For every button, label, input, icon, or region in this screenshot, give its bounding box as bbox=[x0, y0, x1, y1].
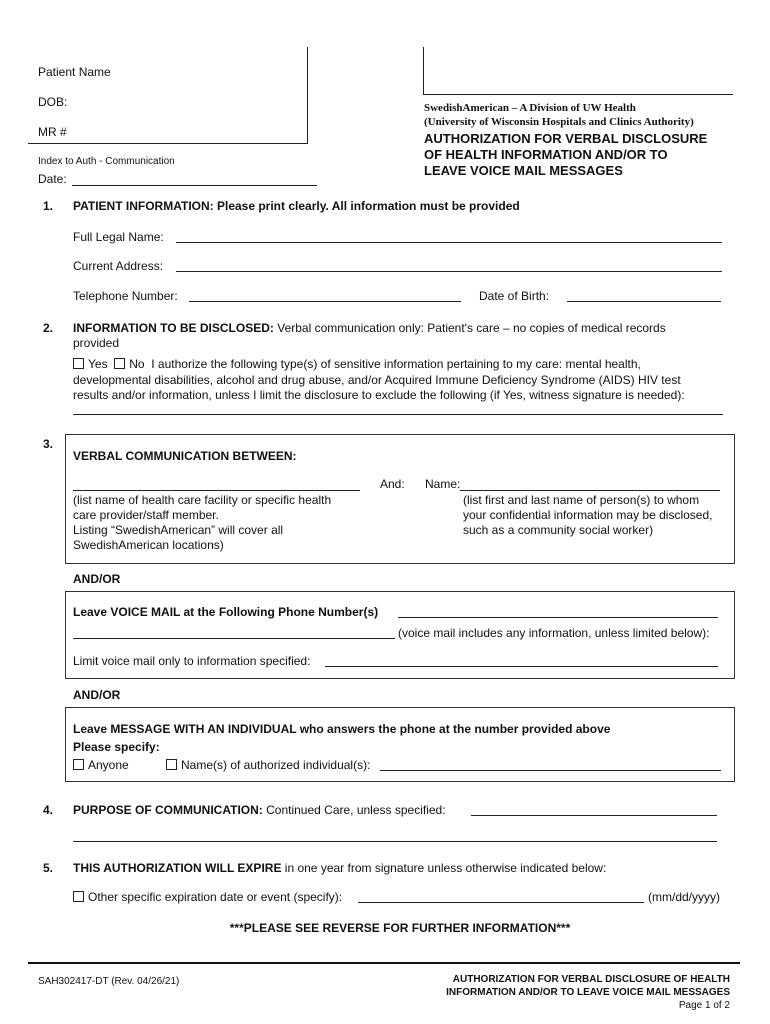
and-label: And: bbox=[380, 477, 405, 491]
sensitive-text-line-3: results and/or information, unless I limit the disclosure to exclude the following (if Yes, witness signature is needed): bbox=[73, 388, 685, 402]
logo-box-bottom-border bbox=[423, 94, 733, 95]
reverse-notice: ***PLEASE SEE REVERSE FOR FURTHER INFORMATION*** bbox=[229, 921, 571, 935]
purpose-field[interactable] bbox=[471, 815, 717, 816]
recipient-hint-1: (list first and last name of person(s) to whom bbox=[463, 493, 700, 507]
no-checkbox[interactable] bbox=[114, 358, 125, 369]
form-title-line-3: LEAVE VOICE MAIL MESSAGES bbox=[424, 163, 623, 178]
legal-name-label: Full Legal Name: bbox=[73, 230, 164, 244]
section-1-title: PATIENT INFORMATION: Please print clearly. All information must be provided bbox=[73, 199, 520, 213]
anyone-option bbox=[73, 758, 129, 773]
section-4-intro bbox=[73, 803, 446, 818]
voice-mail-phone-field[interactable] bbox=[398, 617, 718, 618]
anyone-checkbox[interactable] bbox=[73, 759, 84, 770]
date-label: Date: bbox=[38, 172, 67, 186]
anyone-label: Anyone bbox=[88, 758, 129, 772]
legal-name-field[interactable] bbox=[176, 242, 722, 243]
birth-date-label: Date of Birth: bbox=[479, 289, 550, 303]
no-label: No bbox=[129, 357, 145, 371]
sensitive-text-line-1: I authorize the following type(s) of sensitive information pertaining to my care: mental health, bbox=[151, 357, 641, 371]
section-2-title: INFORMATION TO BE DISCLOSED: bbox=[73, 321, 274, 335]
voice-mail-limit-field[interactable] bbox=[325, 666, 718, 667]
section-3-number: 3. bbox=[43, 437, 54, 451]
form-title-line-1: AUTHORIZATION FOR VERBAL DISCLOSURE bbox=[424, 131, 708, 146]
address-field[interactable] bbox=[176, 271, 722, 272]
names-option bbox=[166, 758, 370, 773]
yes-checkbox[interactable] bbox=[73, 358, 84, 369]
message-title: Leave MESSAGE WITH AN INDIVIDUAL who answers the phone at the number provided above bbox=[73, 722, 611, 736]
section-5-title: THIS AUTHORIZATION WILL EXPIRE bbox=[73, 861, 282, 875]
footer-title-2: INFORMATION AND/OR TO LEAVE VOICE MAIL MESSAGES bbox=[446, 987, 730, 998]
voice-mail-phone-field-2[interactable] bbox=[73, 638, 395, 639]
purpose-field-2[interactable] bbox=[73, 841, 717, 842]
section-1-number: 1. bbox=[43, 199, 54, 213]
recipient-hint-2: your confidential information may be disclosed, bbox=[463, 508, 713, 522]
page-number: Page 1 of 2 bbox=[678, 1000, 730, 1011]
label-box-right-border bbox=[307, 47, 308, 143]
expiration-option bbox=[73, 890, 342, 905]
birth-date-field[interactable] bbox=[567, 301, 721, 302]
org-name: SwedishAmerican – A Division of UW Health bbox=[424, 102, 636, 114]
facility-hint-3: Listing “SwedishAmerican” will cover all bbox=[73, 523, 284, 537]
section-4-title: PURPOSE OF COMMUNICATION: bbox=[73, 803, 263, 817]
expiration-checkbox[interactable] bbox=[73, 891, 84, 902]
please-specify-label: Please specify: bbox=[73, 740, 160, 754]
yes-label: Yes bbox=[88, 357, 108, 371]
section-5-intro bbox=[73, 861, 606, 876]
sensitive-text-line-2: developmental disabilities, alcohol and drug abuse, and/or Acquired Immune Deficiency Syndrome (AIDS) HIV test bbox=[73, 373, 681, 387]
facility-hint-4: SwedishAmerican locations) bbox=[73, 538, 224, 552]
names-checkbox[interactable] bbox=[166, 759, 177, 770]
section-2-number: 2. bbox=[43, 321, 54, 335]
org-subtitle: (University of Wisconsin Hospitals and Clinics Authority) bbox=[424, 116, 694, 128]
section-2-intro bbox=[73, 321, 666, 336]
address-label: Current Address: bbox=[73, 259, 164, 273]
expiration-label: Other specific expiration date or event (specify): bbox=[88, 890, 343, 904]
section-4-text: Continued Care, unless specified: bbox=[262, 803, 446, 817]
voice-mail-note: (voice mail includes any information, unless limited below): bbox=[398, 626, 710, 640]
recipient-name-label: Name: bbox=[425, 477, 461, 491]
names-label: Name(s) of authorized individual(s): bbox=[181, 758, 371, 772]
voice-mail-limit-label: Limit voice mail only to information specified: bbox=[73, 654, 311, 668]
telephone-label: Telephone Number: bbox=[73, 289, 178, 303]
logo-box-left-border bbox=[423, 47, 424, 95]
section-5-text: in one year from signature unless otherwise indicated below: bbox=[281, 861, 607, 875]
facility-field[interactable] bbox=[73, 490, 360, 491]
date-field[interactable] bbox=[72, 185, 317, 186]
section-3-title: VERBAL COMMUNICATION BETWEEN: bbox=[73, 449, 297, 463]
sensitive-consent-row bbox=[73, 357, 641, 372]
form-code: SAH302417-DT (Rev. 04/26/21) bbox=[38, 976, 180, 987]
mr-label: MR # bbox=[38, 125, 67, 139]
authorized-names-field[interactable] bbox=[380, 770, 721, 771]
date-format-label: (mm/dd/yyyy) bbox=[648, 890, 720, 904]
recipient-name-field[interactable] bbox=[460, 490, 720, 491]
section-2-text: Verbal communication only: Patient's care – no copies of medical records bbox=[273, 321, 666, 335]
section-2-text-cont: provided bbox=[73, 336, 120, 350]
and-or-label-1: AND/OR bbox=[73, 572, 121, 586]
footer-title-1: AUTHORIZATION FOR VERBAL DISCLOSURE OF HEALTH bbox=[452, 974, 730, 985]
expiration-field[interactable] bbox=[358, 902, 644, 903]
form-title-line-2: OF HEALTH INFORMATION AND/OR TO bbox=[424, 147, 668, 162]
voice-mail-title: Leave VOICE MAIL at the Following Phone Number(s) bbox=[73, 605, 379, 619]
facility-hint-1: (list name of health care facility or specific health bbox=[73, 493, 332, 507]
dob-label: DOB: bbox=[38, 95, 68, 109]
recipient-hint-3: such as a community social worker) bbox=[463, 523, 654, 537]
patient-name-label: Patient Name bbox=[38, 65, 111, 79]
label-box-bottom-border bbox=[28, 143, 308, 144]
section-5-number: 5. bbox=[43, 861, 54, 875]
telephone-field[interactable] bbox=[189, 301, 461, 302]
footer-rule bbox=[28, 962, 740, 964]
and-or-label-2: AND/OR bbox=[73, 688, 121, 702]
section-4-number: 4. bbox=[43, 803, 54, 817]
exclusion-field[interactable] bbox=[73, 414, 723, 415]
index-label: Index to Auth - Communication bbox=[38, 156, 175, 167]
facility-hint-2: care provider/staff member. bbox=[73, 508, 219, 522]
